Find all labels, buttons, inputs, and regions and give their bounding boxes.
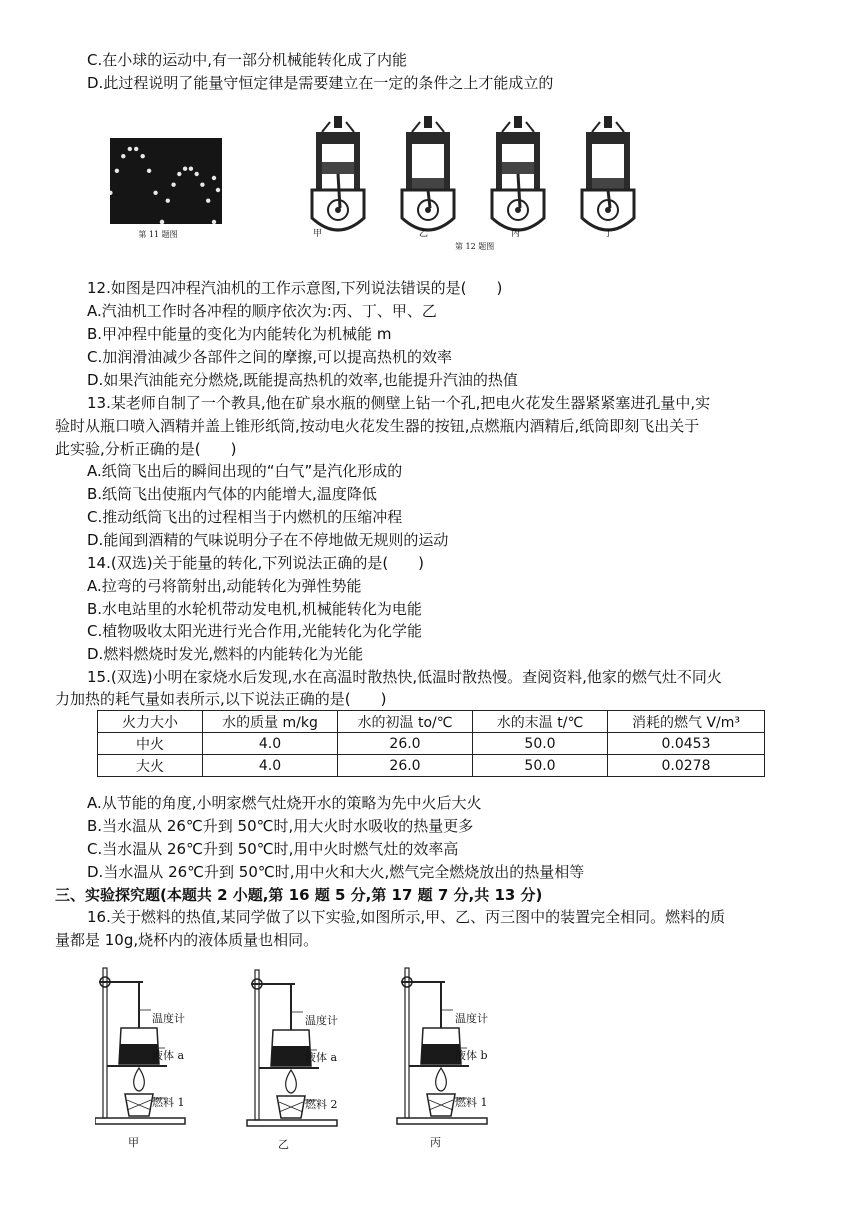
- q15-data-table: [97, 710, 765, 777]
- ball-dot: [183, 167, 187, 171]
- apparatus-2-liquid-label: 液体 a: [305, 1051, 338, 1064]
- q15-option-a: A.从节能的角度,小明家燃气灶烧开水的策略为先中火后大火: [87, 794, 482, 812]
- table-cell: 0.0453: [608, 733, 765, 755]
- table-cell: 4.0: [203, 733, 338, 755]
- fig11-caption: 第 11 题图: [138, 230, 178, 239]
- apparatus-1-thermometer-label: 温度计: [152, 1012, 185, 1025]
- q16-apparatus-figures: [95, 960, 775, 1135]
- engine-diagram: [312, 116, 364, 230]
- q14-stem: 14.(双选)关于能量的转化,下列说法正确的是( ): [87, 554, 425, 572]
- q14-option-a: A.拉弯的弓将箭射出,动能转化为弹性势能: [87, 577, 362, 595]
- table-row: [98, 733, 765, 755]
- engine-label-yi: 乙: [419, 229, 429, 239]
- ball-dot: [160, 220, 164, 224]
- ball-dot: [216, 188, 220, 192]
- ball-dot: [153, 191, 157, 195]
- table-cell: 中火: [98, 733, 203, 755]
- table-header-cell: 水的末温 t/℃: [473, 711, 608, 733]
- q14-option-c: C.植物吸收太阳光进行光合作用,光能转化为化学能: [87, 622, 423, 640]
- q15-stem-line2: 力加热的耗气量如表所示,以下说法正确的是( ): [55, 690, 387, 708]
- q13-option-b: B.纸筒飞出使瓶内气体的内能增大,温度降低: [87, 485, 377, 503]
- apparatus-1-liquid-label: 液体 a: [152, 1049, 185, 1062]
- ball-dot: [212, 176, 216, 180]
- ball-dot: [141, 154, 145, 158]
- q11-option-c: C.在小球的运动中,有一部分机械能转化成了内能: [87, 51, 408, 69]
- ball-dot: [171, 183, 175, 187]
- table-header-cell: 水的质量 m/kg: [203, 711, 338, 733]
- q13-stem-line1: 13.某老师自制了一个教具,他在矿泉水瓶的侧壁上钻一个孔,把电火花发生器紧紧塞进孔量中,实: [87, 394, 711, 412]
- ball-dot: [147, 169, 151, 173]
- q13-option-d: D.能闻到酒精的气味说明分子在不停地做无规则的运动: [87, 531, 449, 549]
- q12-option-b: B.甲冲程中能量的变化为内能转化为机械能 m: [87, 325, 392, 343]
- engine-label-bing: 丙: [511, 229, 521, 239]
- q15-option-c: C.当水温从 26℃升到 50℃时,用中火时燃气灶的效率高: [87, 840, 459, 858]
- q14-option-b: B.水电站里的水轮机带动发电机,机械能转化为电能: [87, 600, 422, 618]
- table-cell: 26.0: [338, 733, 473, 755]
- apparatus-1-caption: 甲: [128, 1136, 139, 1149]
- ball-dot: [206, 199, 210, 203]
- q12-stem: 12.如图是四冲程汽油机的工作示意图,下列说法错误的是( ): [87, 279, 503, 297]
- q12-option-d: D.如果汽油能充分燃烧,既能提高热机的效率,也能提升汽油的热值: [87, 371, 518, 389]
- engine-diagram: [492, 116, 544, 230]
- ball-dot: [128, 147, 132, 151]
- table-cell: 50.0: [473, 755, 608, 777]
- q13-option-c: C.推动纸筒飞出的过程相当于内燃机的压缩冲程: [87, 508, 403, 526]
- table-header-cell: 消耗的燃气 V/m³: [608, 711, 765, 733]
- table-cell: 大火: [98, 755, 203, 777]
- apparatus-2-fuel-label: 燃料 2: [305, 1098, 338, 1111]
- q16-stem-line1: 16.关于燃料的热值,某同学做了以下实验,如图所示,甲、乙、丙三图中的装置完全相同。燃料的质: [87, 908, 726, 926]
- apparatus-3-fuel-label: 燃料 1: [455, 1096, 488, 1109]
- engine-label-jia: 甲: [313, 229, 323, 239]
- q13-option-a: A.纸筒飞出后的瞬间出现的“白气”是汽化形成的: [87, 462, 403, 480]
- ball-dot: [195, 172, 199, 176]
- apparatus-3-caption: 丙: [430, 1136, 441, 1149]
- engine-diagram: [582, 116, 634, 230]
- table-row: [98, 755, 765, 777]
- q15-stem-line1: 15.(双选)小明在家烧水后发现,水在高温时散热快,低温时散热慢。查阅资料,他家的燃气灶不同火: [87, 668, 722, 686]
- section3-heading: 三、实验探究题(本题共 2 小题,第 16 题 5 分,第 17 题 7 分,共 13 分): [55, 886, 543, 904]
- q15-option-d: D.当水温从 26℃升到 50℃时,用中火和大火,燃气完全燃烧放出的热量相等: [87, 863, 585, 881]
- table-header-cell: 水的初温 to/℃: [338, 711, 473, 733]
- ball-dot: [212, 220, 216, 224]
- ball-dot: [200, 183, 204, 187]
- apparatus-1-fuel-label: 燃料 1: [152, 1096, 185, 1109]
- q12-option-a: A.汽油机工作时各冲程的顺序依次为:丙、丁、甲、乙: [87, 302, 437, 320]
- table-cell: 4.0: [203, 755, 338, 777]
- table-header-cell: 火力大小: [98, 711, 203, 733]
- apparatus-3-thermometer-label: 温度计: [455, 1012, 488, 1025]
- apparatus-2-caption: 乙: [278, 1138, 289, 1151]
- q13-stem-line2: 验时从瓶口喷入酒精并盖上锥形纸筒,按动电火花发生器的按钮,点燃瓶内酒精后,纸筒即刻飞出关于: [55, 417, 700, 435]
- q14-option-d: D.燃料燃烧时发光,燃料的内能转化为光能: [87, 645, 364, 663]
- fig11-bouncing-ball-photo: [110, 138, 222, 244]
- ball-dot: [134, 147, 138, 151]
- engine-label-ding: 丁: [604, 229, 614, 239]
- ball-dot: [189, 167, 193, 171]
- ball-dot: [177, 172, 181, 176]
- fig12-engine-strokes: [300, 110, 650, 258]
- apparatus-2-thermometer-label: 温度计: [305, 1014, 338, 1027]
- table-cell: 26.0: [338, 755, 473, 777]
- ball-dot: [166, 199, 170, 203]
- apparatus-3-liquid-label: 液体 b: [455, 1049, 488, 1062]
- ball-dot: [115, 169, 119, 173]
- q11-option-d: D.此过程说明了能量守恒定律是需要建立在一定的条件之上才能成立的: [87, 74, 554, 92]
- q15-option-b: B.当水温从 26℃升到 50℃时,用大火时水吸收的热量更多: [87, 817, 474, 835]
- ball-dot: [121, 154, 125, 158]
- engine-diagram: [402, 116, 454, 230]
- q16-stem-line2: 量都是 10g,烧杯内的液体质量也相同。: [55, 931, 319, 949]
- q13-stem-line3: 此实验,分析正确的是( ): [55, 440, 237, 458]
- table-cell: 50.0: [473, 733, 608, 755]
- table-header-row: [98, 711, 765, 733]
- table-cell: 0.0278: [608, 755, 765, 777]
- q12-option-c: C.加润滑油减少各部件之间的摩擦,可以提高热机的效率: [87, 348, 453, 366]
- fig12-caption: 第 12 题图: [455, 242, 495, 251]
